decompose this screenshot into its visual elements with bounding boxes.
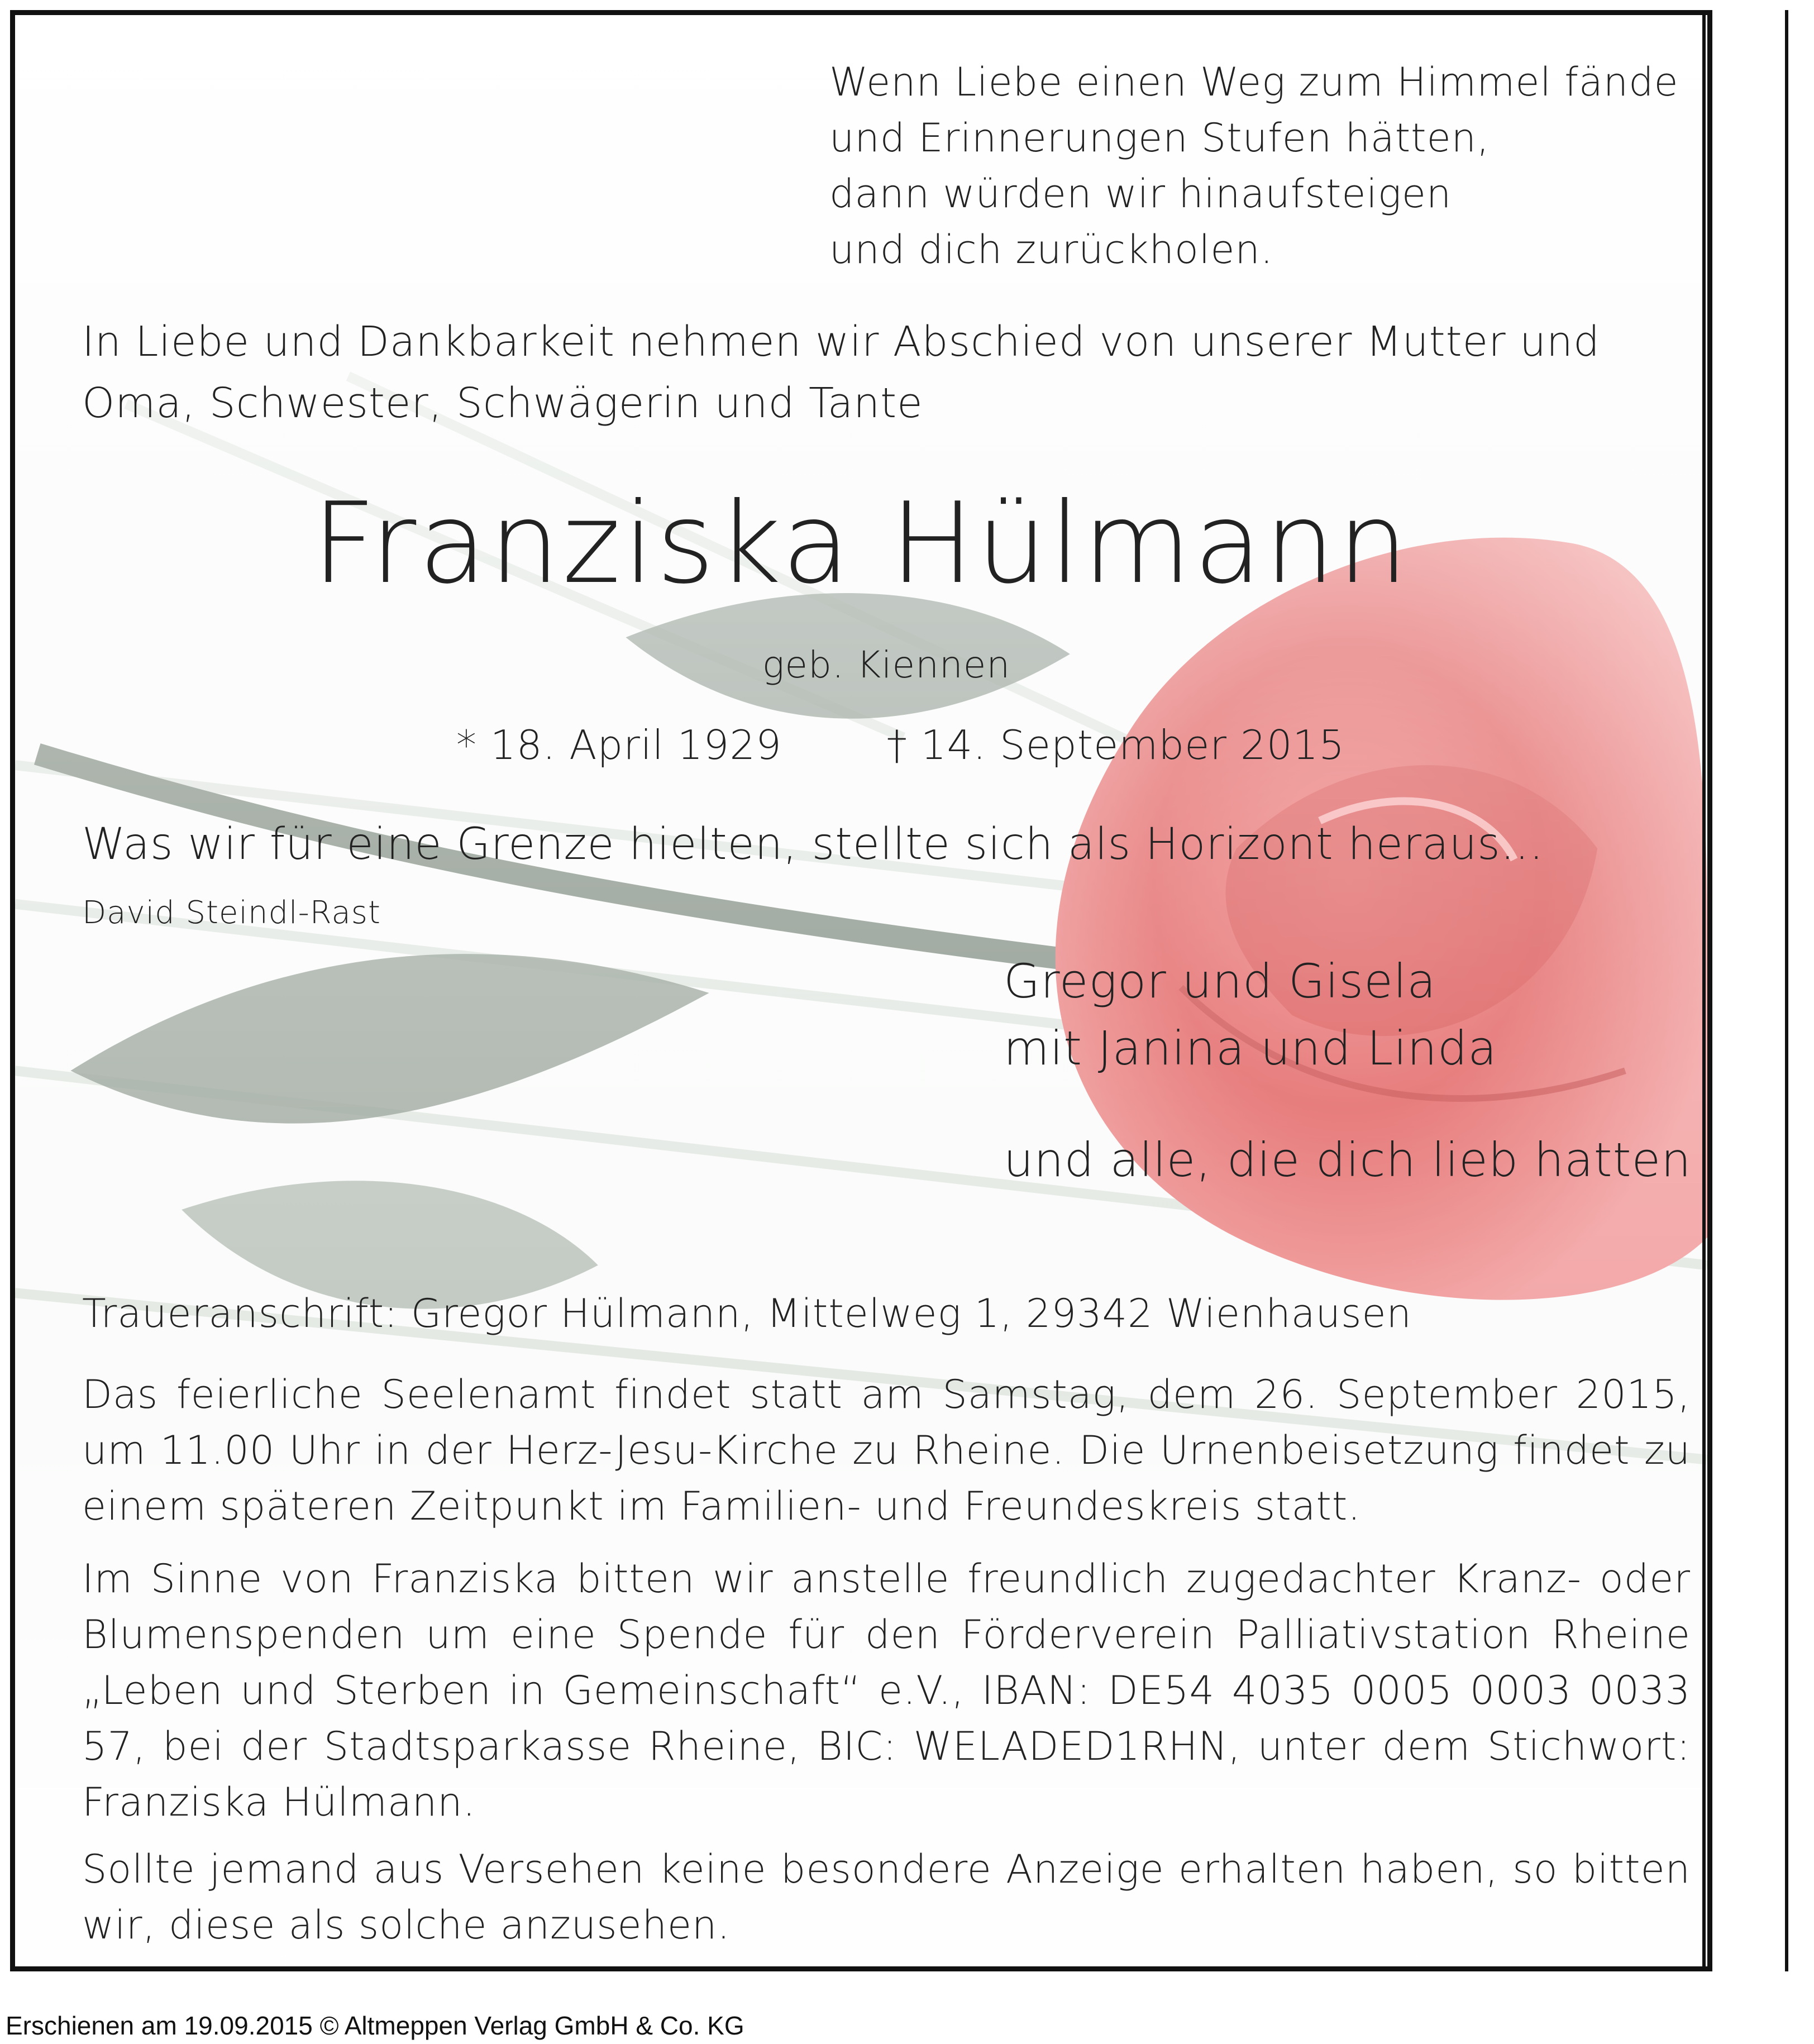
family-line: Gregor und Gisela (1004, 954, 1436, 1009)
deceased-name: Franziska Hülmann (312, 479, 1411, 609)
publication-footer: Erschienen am 19.09.2015 © Altmeppen Verlag GmbH & Co. KG (6, 2011, 744, 2040)
poem (829, 54, 1679, 278)
poem-line: Wenn Liebe einen Weg zum Himmel fände (829, 59, 1679, 105)
donation-paragraph: Im Sinne von Franziska bitten wir anstelle freundlich zugedachter Kranz- oder Blumenspenden um eine Spende für den Förderverein Palliativstation Rheine „Leben und Sterben in Gemeinschaft“ e.V., IBAN: DE54 4035 0005 0003 0033 57, bei der Stadtsparkasse Rheine, BIC: WELADED1RHN, unter dem Stichwort: Franziska Hülmann. (82, 1556, 1691, 1825)
poem-line: dann würden wir hinaufsteigen (829, 171, 1452, 217)
poem-line: und Erinnerungen Stufen hätten, (829, 115, 1490, 161)
family-line: und alle, die dich lieb hatten (1004, 1133, 1692, 1187)
birth-date: * 18. April 1929 (456, 722, 782, 768)
service-paragraph: Das feierliche Seelenamt findet statt am Samstag, dem 26. September 2015, um 11.00 Uhr in der Herz-Jesu-Kirche zu Rheine. Die Urnenbeisetzung findet zu einem späteren Zeitpunkt im Familien- und Freundeskreis statt. (82, 1372, 1691, 1529)
mourning-address: Traueranschrift: Gregor Hülmann, Mittelweg 1, 29342 Wienhausen (82, 1291, 1412, 1336)
death-date: † 14. September 2015 (886, 722, 1345, 768)
family-line: mit Janina und Linda (1004, 1021, 1497, 1076)
intro-text: In Liebe und Dankbarkeit nehmen wir Abschied von unserer Mutter und Oma, Schwester, Schwägerin und Tante (82, 318, 1600, 427)
closing-paragraph: Sollte jemand aus Versehen keine besondere Anzeige erhalten haben, so bitten wir, diese als solche anzusehen. (82, 1846, 1691, 1948)
family-signature (1004, 948, 1691, 1193)
frame-right-divider (1702, 10, 1706, 1971)
life-dates (456, 722, 1345, 768)
maiden-name: geb. Kiennen (762, 643, 1011, 686)
poem-line: und dich zurückholen. (829, 227, 1273, 273)
quote-author: David Steindl-Rast (82, 895, 381, 931)
notice-frame (10, 10, 1712, 1971)
quote: Was wir für eine Grenze hielten, stellte sich als Horizont heraus... (82, 819, 1544, 870)
outer-right-border (1785, 10, 1788, 1971)
